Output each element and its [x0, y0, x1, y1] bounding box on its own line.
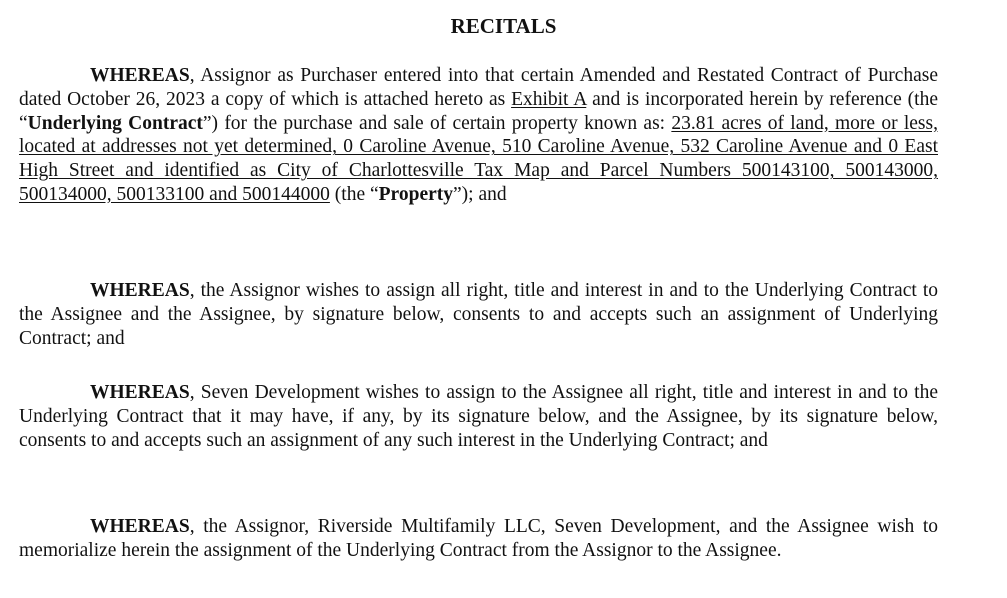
paragraph-text: , Assignor as Purchaser entered into that certain Amended and Restated Contract of Purchase dated October 26, 2023 a copy of which is attached hereto as	[19, 65, 938, 110]
whereas-lead: WHEREAS	[90, 65, 190, 86]
recital-paragraph-3	[19, 381, 938, 452]
recital-paragraph-2	[19, 279, 938, 350]
paragraph-text: , Seven Development wishes to assign to the Assignee all right, title and interest in and to the Underlying Contract that it may have, if any, by its signature below, and the Assignee, by its signature below, consents to and accepts such an assignment of any such interest in the Underlying Contract; and	[19, 382, 938, 451]
paragraph-text: , the Assignor wishes to assign all right, title and interest in and to the Underlying Contract to the Assignee and the Assignee, by signature below, consents to and accepts such an assignment of Underlying Contract; and	[19, 280, 938, 349]
whereas-lead: WHEREAS	[90, 382, 190, 403]
defined-term-property: Property	[378, 183, 454, 205]
exhibit-reference: Exhibit A	[511, 88, 587, 110]
recital-paragraph-4	[19, 515, 938, 563]
paragraph-text: ”); and	[453, 183, 507, 205]
paragraph-text: ”) for the purchase and sale of certain property known as:	[202, 112, 672, 134]
defined-term-underlying-contract: Underlying Contract	[27, 112, 203, 134]
whereas-lead: WHEREAS	[90, 516, 190, 537]
paragraph-text: (the “	[329, 183, 379, 205]
section-title: RECITALS	[450, 14, 557, 38]
paragraph-text: , the Assignor, Riverside Multifamily LLC, Seven Development, and the Assignee wish to memorialize herein the assignment of the Underlying Contract from the Assignor to the Assignee.	[19, 516, 938, 561]
paragraph-text: and is incorporated herein by reference (the “	[19, 88, 938, 134]
whereas-lead: WHEREAS	[90, 280, 190, 301]
recital-paragraph-1	[19, 64, 938, 207]
property-description: 23.81 acres of land, more or less, located at addresses not yet determined, 0 Caroline Avenue, 510 Caroline Avenue, 532 Caroline Avenue and 0 East High Street and identified as City of Charlottesville Tax Map and Parcel Numbers 500143100, 500143000, 500134000, 500133100 and 500144000	[19, 112, 938, 205]
